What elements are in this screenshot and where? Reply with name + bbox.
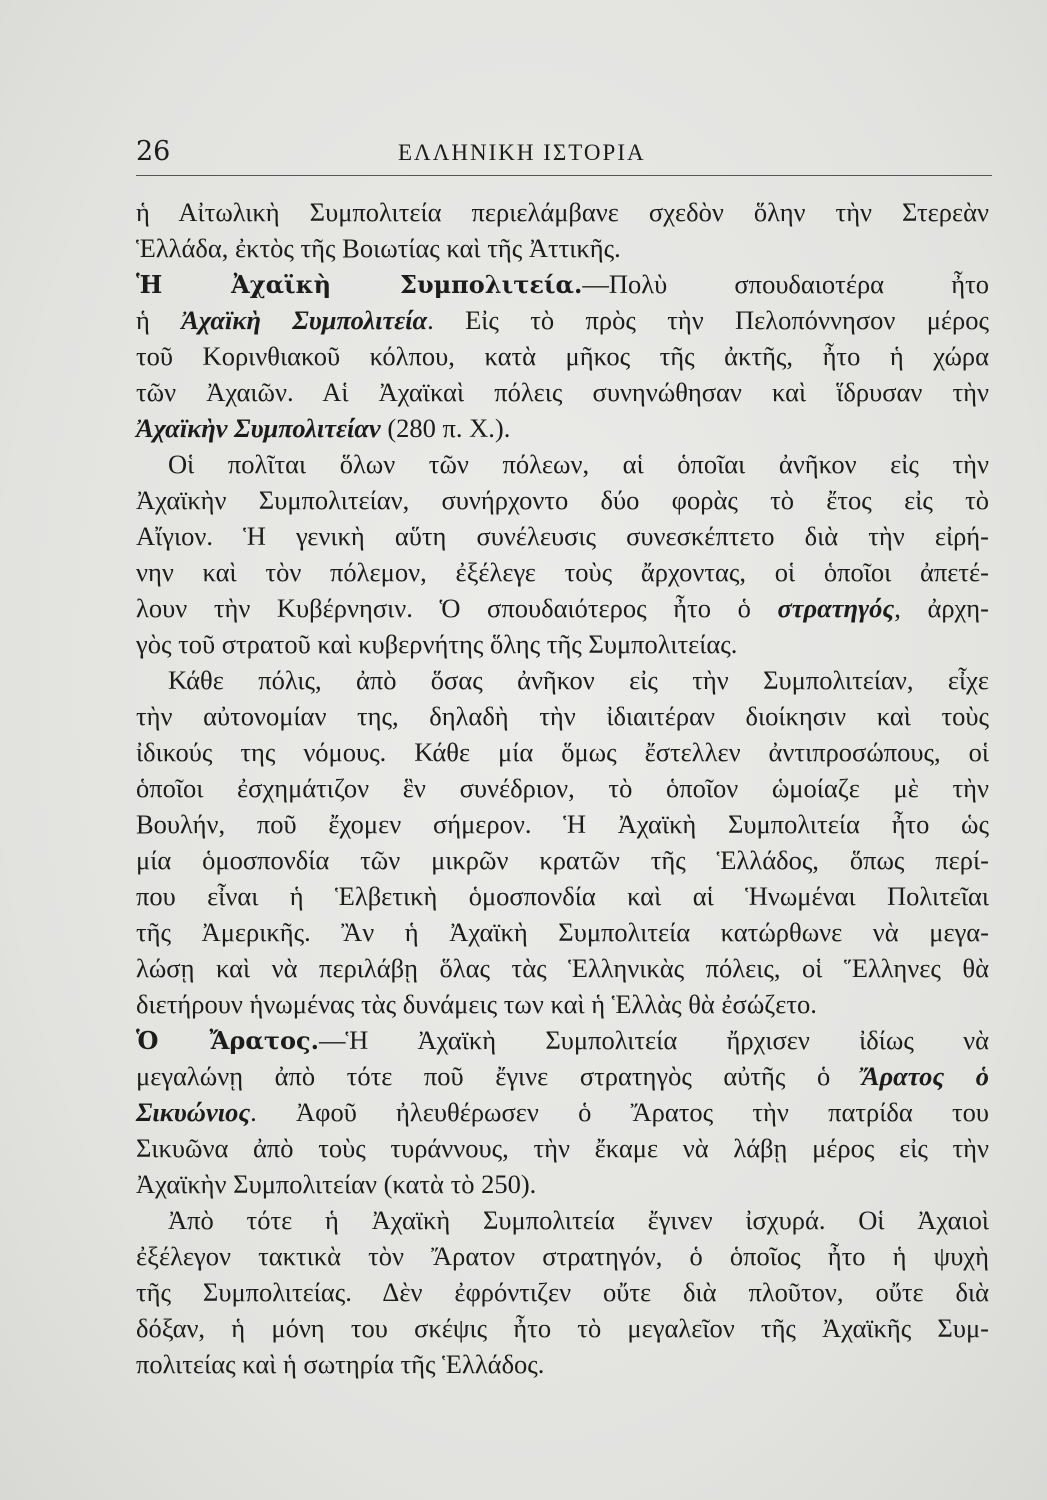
text-line: γὸς τοῦ στρατοῦ καὶ κυβερνήτης ὅλης τῆς Συμπολιτείας.: [136, 629, 738, 659]
text-line: Σικυῶνα ἀπὸ τοὺς τυράννους, τὴν ἔκαμε νὰ λάβῃ μέρος εἰς τὴν: [136, 1133, 989, 1163]
text-line: Ἀπὸ τότε ἡ Ἀχαϊκὴ Συμπολιτεία ἔγινεν ἰσχυρά. Οἱ Ἀχαιοὶ: [168, 1205, 989, 1235]
text-line: που εἶναι ἡ Ἑλβετικὴ ὁμοσπονδία καὶ αἱ Ἡνωμέναι Πολιτεῖαι: [136, 881, 989, 911]
text-line: ἡ Ἀχαϊκὴ Συμπολιτεία. Εἰς τὸ πρὸς τὴν Πελοπόννησον μέρος: [136, 305, 990, 335]
text-line: δόξαν, ἡ μόνη του σκέψις ἦτο τὸ μεγαλεῖον τῆς Ἀχαϊκῆς Συμ-: [136, 1313, 989, 1343]
text-line: μεγαλώνῃ ἀπὸ τότε ποῦ ἔγινε στρατηγὸς αὐτῆς ὁ Ἄρατος ὁ: [136, 1061, 990, 1091]
text-line: λουν τὴν Κυβέρνησιν. Ὁ σπουδαιότερος ἦτο ὁ στρατηγός, ἀρχη-: [136, 593, 989, 623]
text-line: τῆς Συμπολιτείας. Δὲν ἐφρόντιζεν οὔτε διὰ πλοῦτον, οὔτε διὰ: [136, 1277, 989, 1307]
running-title: ΕΛΛΗΝΙΚΗ ΙΣΤΟΡΙΑ: [398, 140, 646, 165]
page-header: [136, 136, 992, 176]
text-line: Ἡ Ἀχαϊκὴ Συμπολιτεία.—Πολὺ σπουδαιοτέρα ἦτο: [136, 269, 989, 299]
text-line: ὁποῖοι ἐσχημάτιζον ἓν συνέδριον, τὸ ὁποῖον ὡμοίαζε μὲ τὴν: [136, 773, 989, 803]
text-line: Ἀχαϊκὴν Συμπολιτείαν (κατὰ τὸ 250).: [136, 1169, 537, 1199]
body-text: [136, 194, 989, 1382]
text-line: Οἱ πολῖται ὅλων τῶν πόλεων, αἱ ὁποῖαι ἀνῆκον εἰς τὴν: [168, 449, 989, 479]
text-line: Κάθε πόλις, ἀπὸ ὅσας ἀνῆκον εἰς τὴν Συμπολιτείαν, εἶχε: [168, 665, 989, 695]
text-line: μία ὁμοσπονδία τῶν μικρῶν κρατῶν τῆς Ἑλλάδος, ὅπως περί-: [136, 845, 989, 875]
section-heading-achaean-league: Ἡ Ἀχαϊκὴ Συμπολιτεία.: [136, 270, 583, 299]
text-line: τὴν αὐτονομίαν της, δηλαδὴ τὴν ἰδιαιτέραν διοίκησιν καὶ τοὺς: [136, 701, 989, 731]
text-line: Βουλήν, ποῦ ἔχομεν σήμερον. Ἡ Ἀχαϊκὴ Συμπολιτεία ἦτο ὡς: [136, 809, 989, 839]
text-line: τοῦ Κορινθιακοῦ κόλπου, κατὰ μῆκος τῆς ἀκτῆς, ἦτο ἡ χώρα: [136, 341, 989, 371]
section-heading-aratus: Ὁ Ἄρατος.: [136, 1026, 319, 1055]
text-line: Αἴγιον. Ἡ γενικὴ αὕτη συνέλευσις συνεσκέπτετο διὰ τὴν εἰρή-: [136, 521, 989, 551]
text-line: τῶν Ἀχαιῶν. Αἱ Ἀχαϊκαὶ πόλεις συνηνώθησαν καὶ ἵδρυσαν τὴν: [136, 377, 989, 407]
text-line: Ὁ Ἄρατος.—Ἡ Ἀχαϊκὴ Συμπολιτεία ἤρχισεν ἰδίως νὰ: [136, 1025, 990, 1055]
text-line: ἡ Αἰτωλικὴ Συμπολιτεία περιελάμβανε σχεδὸν ὅλην τὴν Στερεὰν: [136, 197, 989, 227]
text-line: Ἑλλάδα, ἐκτὸς τῆς Βοιωτίας καὶ τῆς Ἀττικῆς.: [136, 233, 621, 263]
page-number: 26: [136, 136, 171, 167]
text-line: Ἀχαϊκὴν Συμπολιτείαν (280 π. Χ.).: [136, 413, 511, 443]
text-line: Σικυώνιος. Ἀφοῦ ἠλευθέρωσεν ὁ Ἄρατος τὴν πατρίδα του: [136, 1097, 989, 1127]
text-line: ἰδικούς της νόμους. Κάθε μία ὅμως ἔστελλεν ἀντιπροσώπους, οἱ: [136, 737, 989, 767]
header-rule: [136, 175, 992, 176]
text-line: λώσῃ καὶ νὰ περιλάβῃ ὅλας τὰς Ἑλληνικὰς πόλεις, οἱ Ἕλληνες θὰ: [136, 953, 989, 983]
text-line: πολιτείας καὶ ἡ σωτηρία τῆς Ἑλλάδος.: [136, 1349, 545, 1379]
text-line: ἐξέλεγον τακτικὰ τὸν Ἄρατον στρατηγόν, ὁ ὁποῖος ἦτο ἡ ψυχὴ: [136, 1241, 989, 1271]
text-line: νην καὶ τὸν πόλεμον, ἐξέλεγε τοὺς ἄρχοντας, οἱ ὁποῖοι ἀπετέ-: [136, 557, 989, 587]
text-line: τῆς Ἀμερικῆς. Ἂν ἡ Ἀχαϊκὴ Συμπολιτεία κατώρθωνε νὰ μεγα-: [136, 917, 989, 947]
text-line: Ἀχαϊκὴν Συμπολιτείαν, συνήρχοντο δύο φορὰς τὸ ἔτος εἰς τὸ: [136, 485, 989, 515]
text-line: διετήρουν ἡνωμένας τὰς δυνάμεις των καὶ ἡ Ἑλλὰς θὰ ἐσώζετο.: [136, 989, 817, 1019]
